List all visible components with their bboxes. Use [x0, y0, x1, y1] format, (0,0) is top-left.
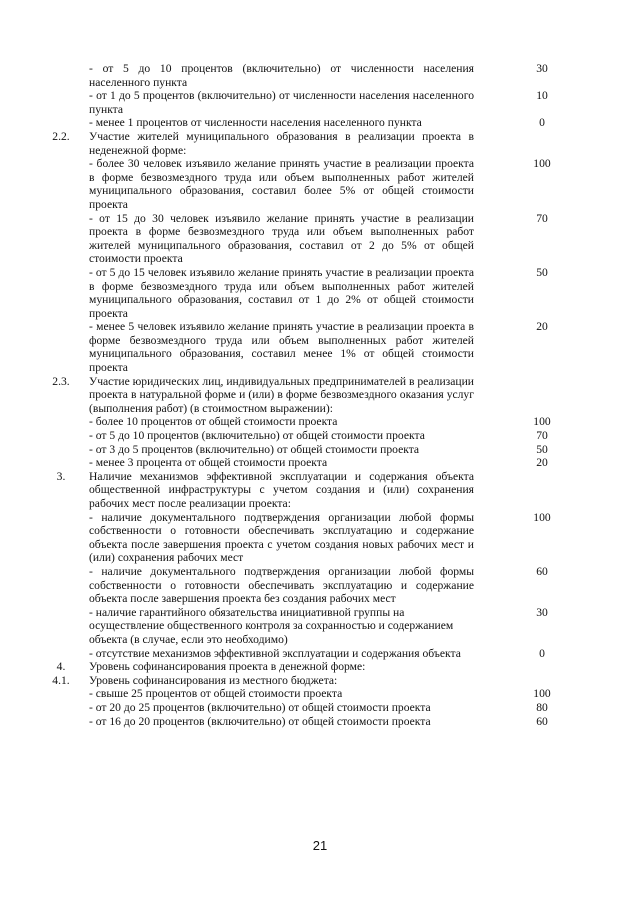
score-value: 0 — [539, 646, 545, 660]
score-value: 70 — [536, 211, 548, 225]
score-value: 30 — [536, 605, 548, 619]
criterion-text: - от 1 до 5 процентов (включительно) от численности населения населенного пункта — [89, 89, 474, 116]
criterion-text: - от 3 до 5 процентов (включительно) от общей стоимости проекта — [89, 442, 420, 456]
criterion-text: Участие юридических лиц, индивидуальных предпринимателей в реализации проекта в натуральной форме и (или) в форме безвозмездного оказания услуг (выполнения работ) (в стоимостном выражении): — [89, 374, 474, 415]
criterion-text: Уровень софинансирования проекта в денежной форме: — [89, 660, 366, 674]
score-value: 50 — [536, 442, 548, 456]
page-number: 21 — [312, 838, 328, 853]
score-value: 20 — [536, 456, 548, 470]
criterion-text: - более 30 человек изъявило желание принять участие в реализации проекта в форме безвозмездного труда или объем выполненных работ жителей муниципального образования, составил более 5% от общей стоимости проекта — [89, 157, 474, 211]
score-value: 100 — [533, 157, 551, 171]
criteria-row — [0, 687, 640, 701]
criteria-row — [0, 429, 640, 443]
score-value: 100 — [533, 415, 551, 429]
criteria-row — [0, 212, 640, 266]
criteria-row — [0, 375, 640, 416]
criteria-row — [0, 89, 640, 116]
item-number: 4. — [56, 660, 66, 674]
criterion-text: - наличие гарантийного обязательства инициативной группы на осуществление общественного контроля за сохранностью и содержанием объекта (в случае, если это необходимо) — [89, 605, 454, 646]
item-number: 3. — [56, 469, 66, 483]
criterion-text: - наличие документального подтверждения организации любой формы собственности о готовности обеспечивать эксплуатацию и содержание объекта после завершения проекта с учетом создания новых рабочих мест и (или) сохранения рабочих мест — [89, 510, 474, 565]
criteria-row — [0, 647, 640, 661]
score-value: 80 — [536, 700, 548, 714]
score-value: 70 — [536, 429, 548, 443]
criteria-row — [0, 565, 640, 606]
criteria-row — [0, 130, 640, 157]
criteria-row — [0, 660, 640, 674]
criterion-text: - от 20 до 25 процентов (включительно) от общей стоимости проекта — [89, 700, 431, 714]
score-value: 10 — [536, 89, 548, 103]
criteria-row — [0, 157, 640, 211]
score-value: 30 — [536, 62, 548, 75]
criteria-row — [0, 320, 640, 374]
criteria-row — [0, 701, 640, 715]
criterion-text: - менее 1 процентов от численности населения населенного пункта — [89, 116, 422, 130]
criteria-row — [0, 116, 640, 130]
criterion-text: - менее 5 человек изъявило желание принять участие в реализации проекта в форме безвозмездного труда или объем выполненных работ жителей муниципального образования, составил менее 1% от общей стоимости проекта — [89, 320, 474, 375]
criterion-text: Участие жителей муниципального образования в реализации проекта в неденежной форме: — [89, 129, 474, 157]
score-value: 100 — [533, 687, 551, 701]
criterion-text: - от 5 до 10 процентов (включительно) от общей стоимости проекта — [89, 429, 425, 443]
item-number: 4.1. — [52, 673, 70, 687]
criterion-text: - наличие документального подтверждения организации любой формы собственности о готовности обеспечивать эксплуатацию и содержание объекта после завершения проекта без создания рабочих мест — [89, 564, 474, 606]
criterion-text: - более 10 процентов от общей стоимости проекта — [89, 415, 338, 429]
criteria-row — [0, 470, 640, 511]
item-number: 2.3. — [52, 374, 70, 388]
score-value: 60 — [536, 714, 548, 728]
criteria-row — [0, 606, 640, 647]
criterion-text: Уровень софинансирования из местного бюджета: — [89, 673, 338, 687]
criteria-row — [0, 674, 640, 688]
score-value: 100 — [533, 510, 551, 524]
criterion-text: Наличие механизмов эффективной эксплуатации и содержания объекта общественной инфраструктуры с учетом создания и (или) сохранения рабочих мест после реализации проекта: — [89, 469, 474, 510]
item-number: 2.2. — [52, 129, 70, 143]
score-value: 60 — [536, 564, 548, 578]
criteria-row — [0, 443, 640, 457]
criteria-row — [0, 62, 640, 89]
criterion-text: - свыше 25 процентов от общей стоимости проекта — [89, 687, 343, 701]
score-value: 50 — [536, 265, 548, 279]
criterion-text: - менее 3 процента от общей стоимости проекта — [89, 456, 328, 470]
criteria-row — [0, 266, 640, 320]
criterion-text: - отсутствие механизмов эффективной эксплуатации и содержания объекта — [89, 646, 461, 660]
document-body — [0, 62, 640, 728]
score-value: 0 — [539, 116, 545, 130]
criterion-text: - от 5 до 10 процентов (включительно) от численности населения населенного пункта — [89, 62, 474, 89]
criterion-text: - от 15 до 30 человек изъявило желание принять участие в реализации проекта в форме безвозмездного труда или объем выполненных работ жителей муниципального образования, составил от 2 до 5% от общей стоимости проекта — [89, 211, 474, 266]
criteria-row — [0, 715, 640, 729]
score-value: 20 — [536, 320, 548, 334]
criterion-text: - от 5 до 15 человек изъявило желание принять участие в реализации проекта в форме безвозмездного труда или объем выполненных работ жителей муниципального образования, составил от 1 до 2% от общей стоимости проекта — [89, 265, 474, 320]
criteria-row — [0, 456, 640, 470]
criteria-row — [0, 415, 640, 429]
criterion-text: - от 16 до 20 процентов (включительно) от общей стоимости проекта — [89, 714, 431, 728]
criteria-row — [0, 511, 640, 565]
